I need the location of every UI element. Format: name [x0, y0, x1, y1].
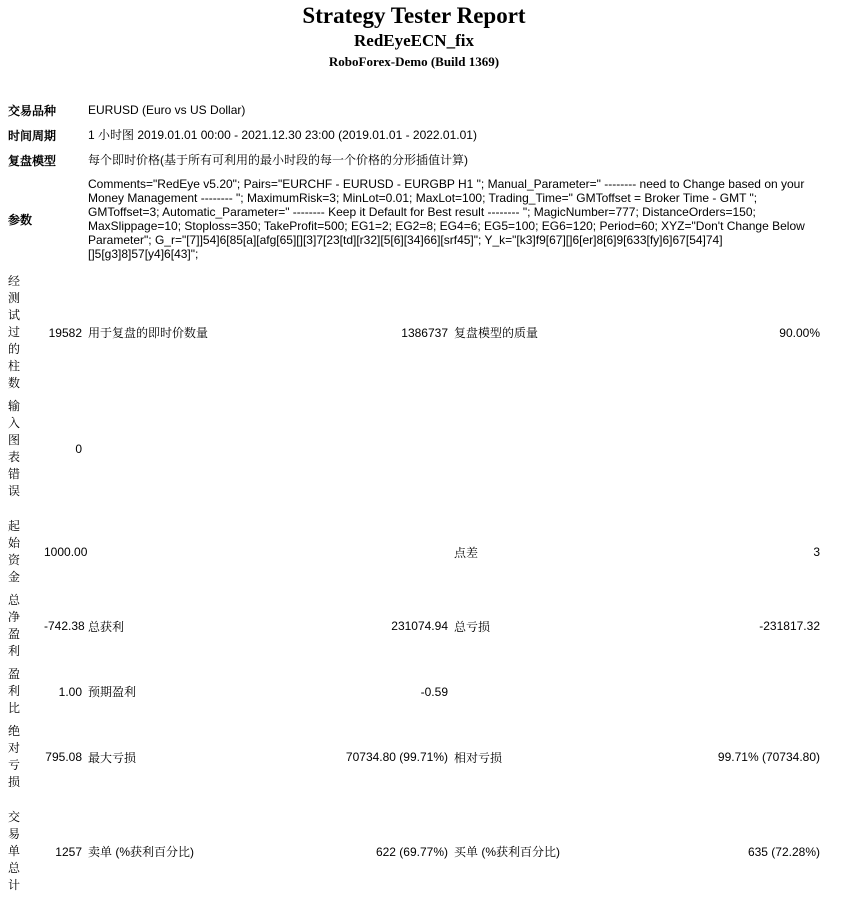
right-value: 635 (72.28%): [747, 844, 820, 859]
mid-value: 1386737: [401, 325, 448, 340]
row-value: 1257: [55, 844, 82, 859]
mid-value: 231074.94: [391, 619, 448, 633]
section-spacer: [8, 503, 820, 515]
row-value: -742.38: [44, 619, 85, 633]
stats-row-initial-deposit: [8, 515, 820, 589]
stats-row-absolute-drawdown: [8, 720, 820, 794]
right-label: 总亏损: [454, 619, 491, 634]
right-label: 复盘模型的质量: [454, 326, 539, 340]
stats-row-total-trades: [8, 806, 820, 897]
stats-row-total-net-profit: [8, 589, 820, 663]
model-label: 复盘模型: [8, 154, 57, 168]
mid-value: 70734.80 (99.71%): [345, 750, 448, 764]
model-value: 每个即时价格(基于所有可利用的最小时段的每一个价格的分形插值计算): [88, 153, 468, 167]
row-label: 起始资金: [8, 519, 21, 584]
symbol-value: EURUSD (Euro vs US Dollar): [88, 103, 246, 117]
row-label: 绝对亏损: [8, 724, 21, 789]
row-label: 输入图表错误: [8, 399, 21, 498]
info-row-period: [8, 123, 820, 148]
report-header: [8, 3, 820, 69]
stats-row-profit-factor: [8, 663, 820, 720]
section-spacer: [8, 794, 820, 806]
mid-value: 622 (69.77%): [375, 844, 448, 859]
stats-row-chart-errors: [8, 395, 820, 503]
spread-value: 3: [813, 545, 820, 559]
info-row-symbol: [8, 98, 820, 123]
row-value: 1.00: [58, 684, 82, 699]
parameters-label: 参数: [8, 212, 33, 227]
server-build: RoboForex-Demo (Build 1369): [328, 54, 500, 69]
mid-value: -0.59: [420, 684, 448, 699]
row-label: 交易单总计: [8, 810, 21, 892]
stats-table: [8, 270, 820, 897]
mid-label: 用于复盘的即时价数量: [88, 326, 209, 340]
spread-label: 点差: [454, 545, 479, 560]
info-row-parameters: [8, 173, 820, 265]
right-value: -231817.32: [759, 619, 820, 633]
right-value: 90.00%: [779, 325, 820, 340]
row-value: 795.08: [45, 750, 82, 764]
parameters-value: Comments="RedEye v5.20"; Pairs="EURCHF - EURUSD - EURGBP H1 "; Manual_Parameter=" -------- need to Change based on your Money Management -------- "; MaximumRisk=3; MinLot=0.01; MaxLot=100; Trading_Time=" GMToffset = Broker Time - GMT "; GMToffset=3; Automatic_Parameter=" -------- Keep it Default for Best result -------- "; MagicNumber=777; DistanceOrders=150; MaxSlippage=10; Stoploss=350; TakeProfit=500; EG1=2; EG2=8; EG4=6; EG5=100; EG6=120; Period=60; XYZ="Don't Change Below Parameter"; G_r="[7]]54]6[85[a][afg[65][][3]7[23[td][r32][5[6][34]66][srf45]"; Y_k="[k3]f9[67][]6[er]8[6]9[633[fy]6]67[54]74][]5[g3]8]57[y4]6[43]";: [88, 177, 805, 261]
row-label: 盈利比: [8, 667, 21, 715]
period-value: 1 小时图 2019.01.01 00:00 - 2021.12.30 23:00 (2019.01.01 - 2022.01.01): [88, 128, 477, 142]
mid-label: 总获利: [88, 619, 125, 634]
info-table: [8, 98, 820, 265]
row-label: 总净盈利: [8, 593, 21, 658]
row-label: 经测试过的柱数: [8, 274, 21, 390]
right-label: 买单 (%获利百分比): [454, 845, 560, 859]
mid-label: 卖单 (%获利百分比): [88, 845, 194, 859]
mid-label: 预期盈利: [88, 685, 137, 699]
report-page: [8, 3, 820, 897]
row-value: 19582: [48, 325, 82, 340]
info-row-model: [8, 148, 820, 173]
symbol-label: 交易品种: [8, 104, 57, 118]
mid-label: 最大亏损: [88, 750, 137, 765]
right-value: 99.71% (70734.80): [717, 750, 820, 764]
row-value: 0: [75, 442, 82, 456]
row-value: 1000.00: [44, 545, 88, 559]
right-label: 相对亏损: [454, 750, 503, 765]
expert-name: RedEyeECN_fix: [354, 31, 474, 50]
period-label: 时间周期: [8, 129, 57, 143]
stats-row-bars-in-test: [8, 270, 820, 395]
report-title: Strategy Tester Report: [302, 3, 526, 28]
